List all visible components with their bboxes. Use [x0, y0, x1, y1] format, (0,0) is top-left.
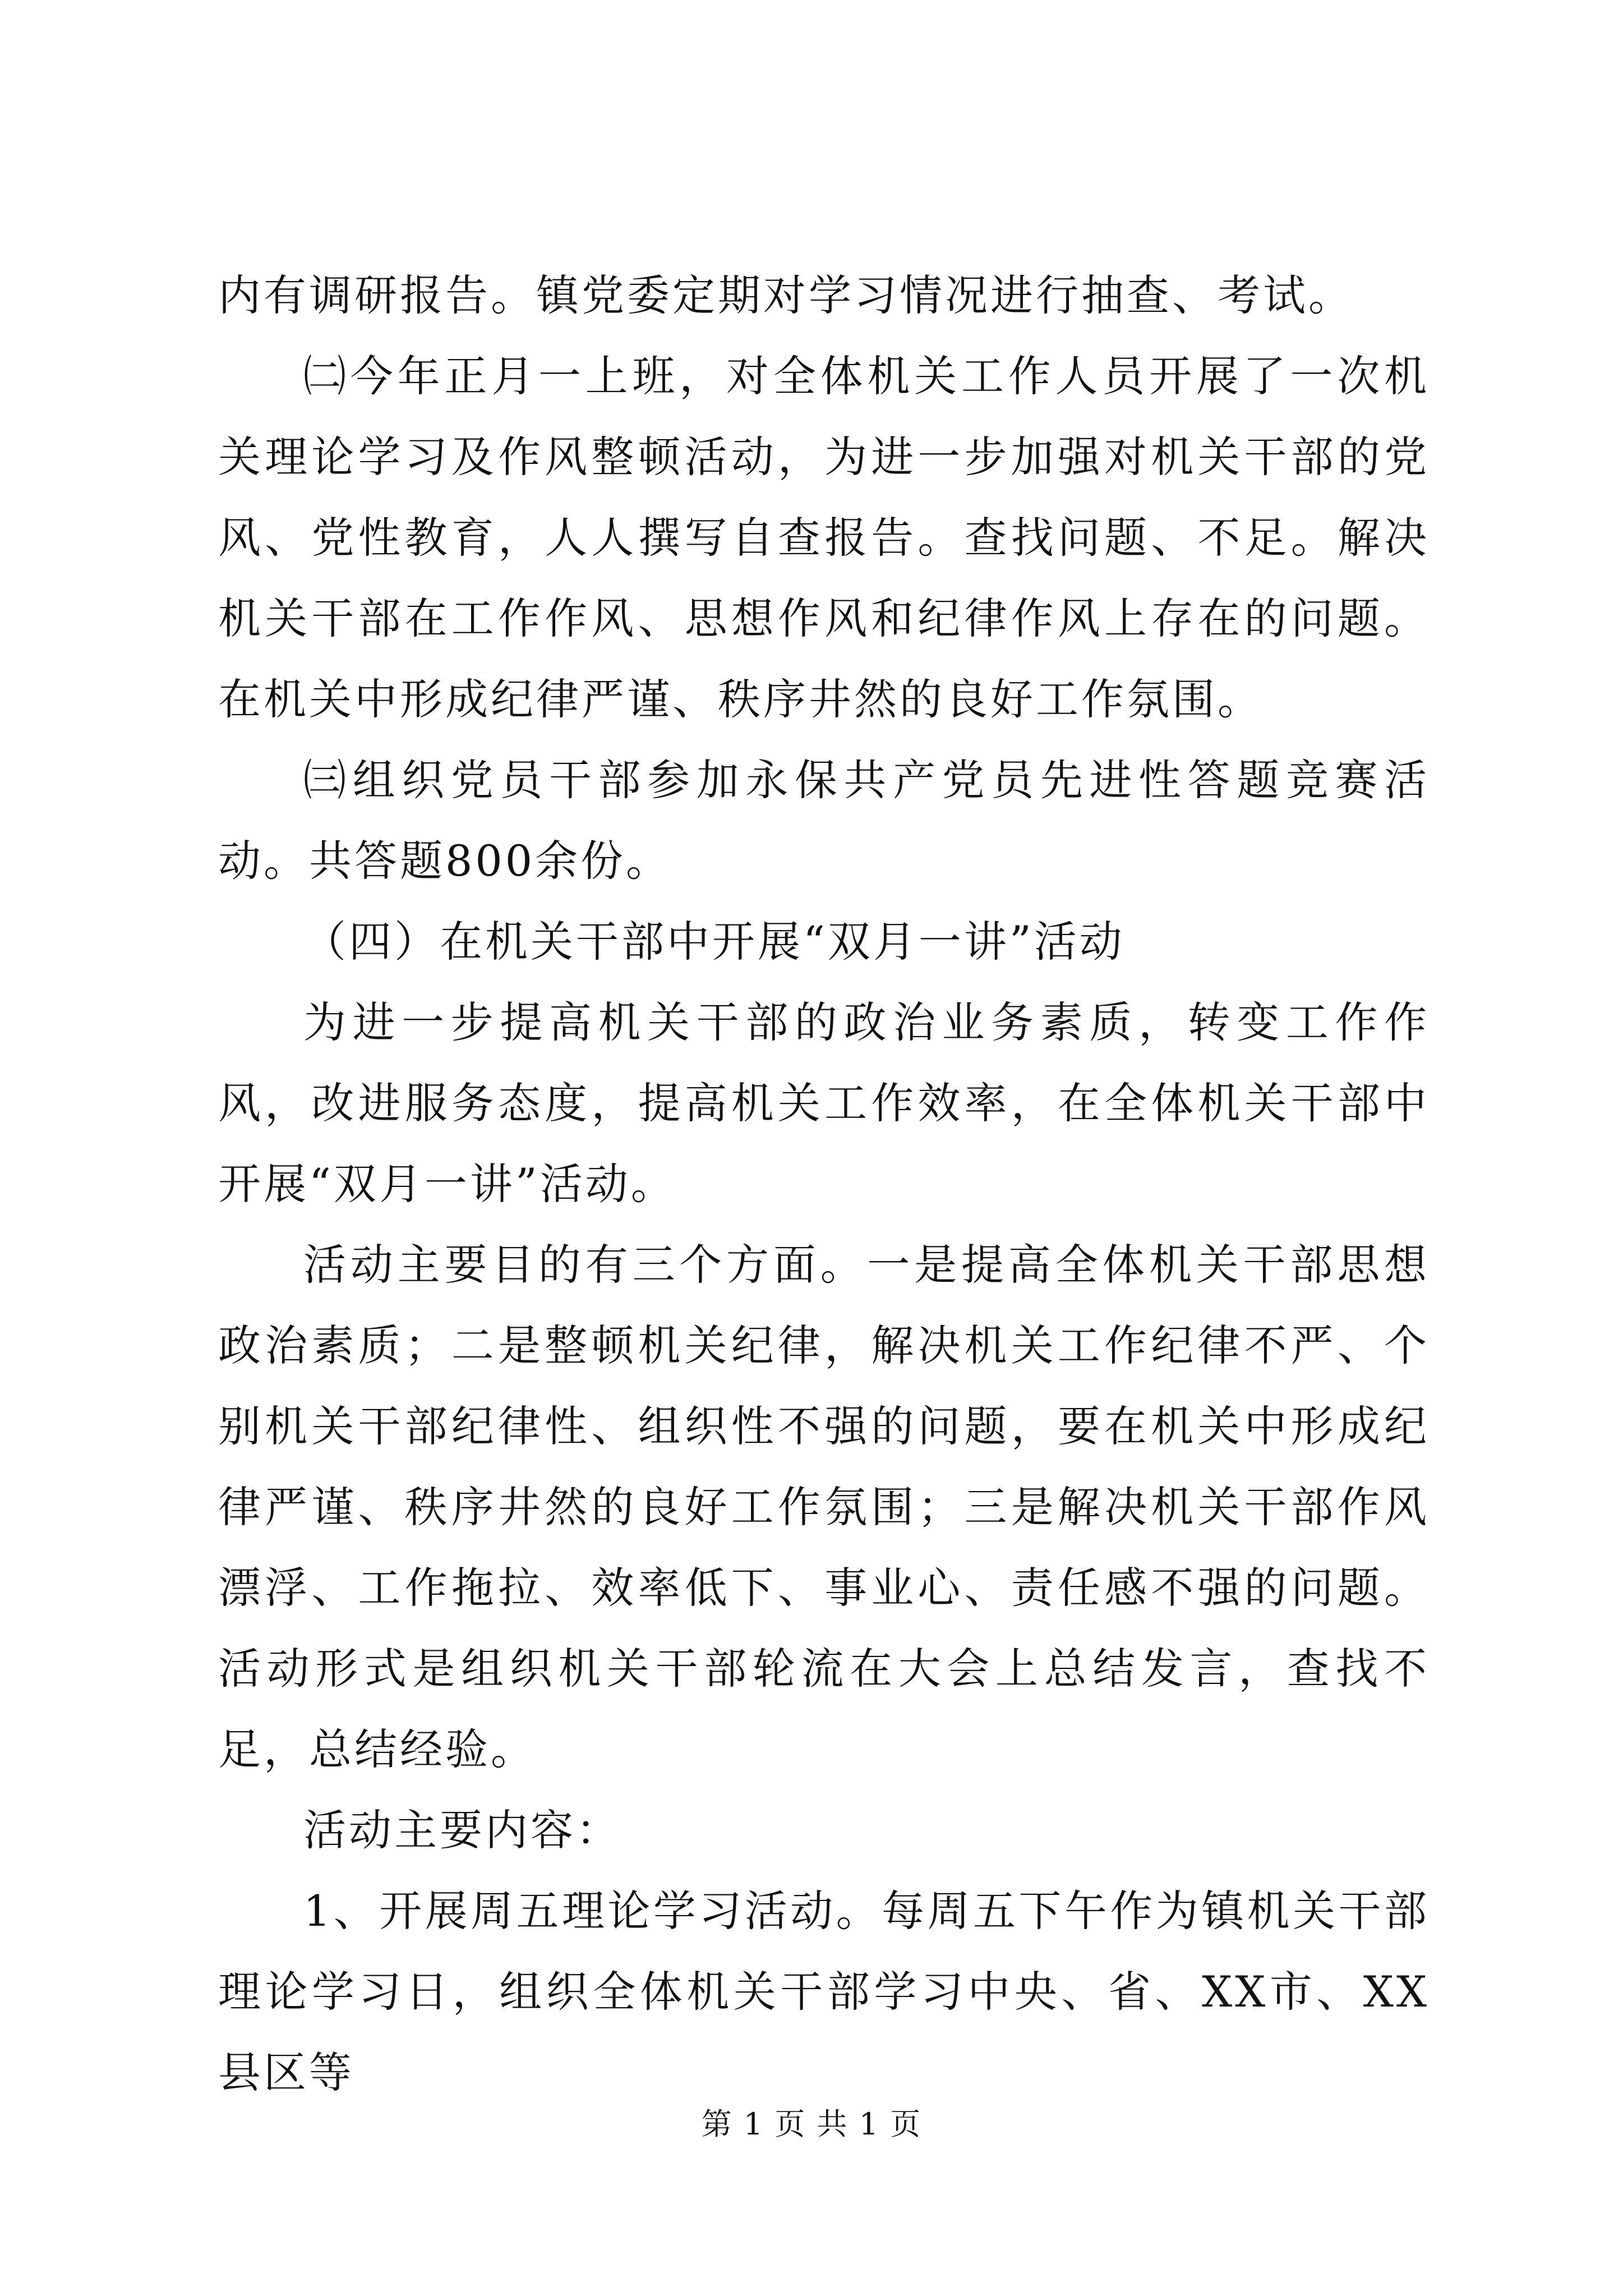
document-body	[218, 255, 1430, 2113]
paragraph-3: ㈢组织党员干部参加永保共产党员先进性答题竞赛活动。共答题800余份。	[218, 755, 1430, 886]
paragraph-6: 活动主要目的有三个方面。一是提高全体机关干部思想政治素质；二是整顿机关纪律，解决机关工作纪律不严、个别机关干部纪律性、组织性不强的问题，要在机关中形成纪律严谨、秩序井然的良好工作氛围；三是解决机关干部作风漂浮、工作拖拉、效率低下、事业心、责任感不强的问题。活动形式是组织机关干部轮流在大会上总结发言，查找不足，总结经验。	[218, 1240, 1430, 1774]
section-heading-4: （四）在机关干部中开展“双月一讲”活动	[303, 917, 1125, 967]
page-footer: 第 1 页 共 1 页	[701, 2106, 922, 2142]
paragraph-2: ㈡今年正月一上班，对全体机关工作人员开展了一次机关理论学习及作风整顿活动，为进一步加强对机关干部的党风、党性教育，人人撰写自查报告。查找问题、不足。解决机关干部在工作作风、思想作风和纪律作风上存在的问题。在机关中形成纪律严谨、秩序井然的良好工作氛围。	[218, 351, 1430, 724]
paragraph-7: 活动主要内容：	[303, 1805, 621, 1855]
paragraph-1: 内有调研报告。镇党委定期对学习情况进行抽查、考试。	[218, 270, 1354, 320]
paragraph-5: 为进一步提高机关干部的政治业务素质，转变工作作风，改进服务态度，提高机关工作效率，在全体机关干部中开展“双月一讲”活动。	[218, 997, 1430, 1209]
paragraph-8: 1、开展周五理论学习活动。每周五下午作为镇机关干部理论学习日，组织全体机关干部学习中央、省、XX市、XX县区等	[218, 1886, 1430, 2097]
